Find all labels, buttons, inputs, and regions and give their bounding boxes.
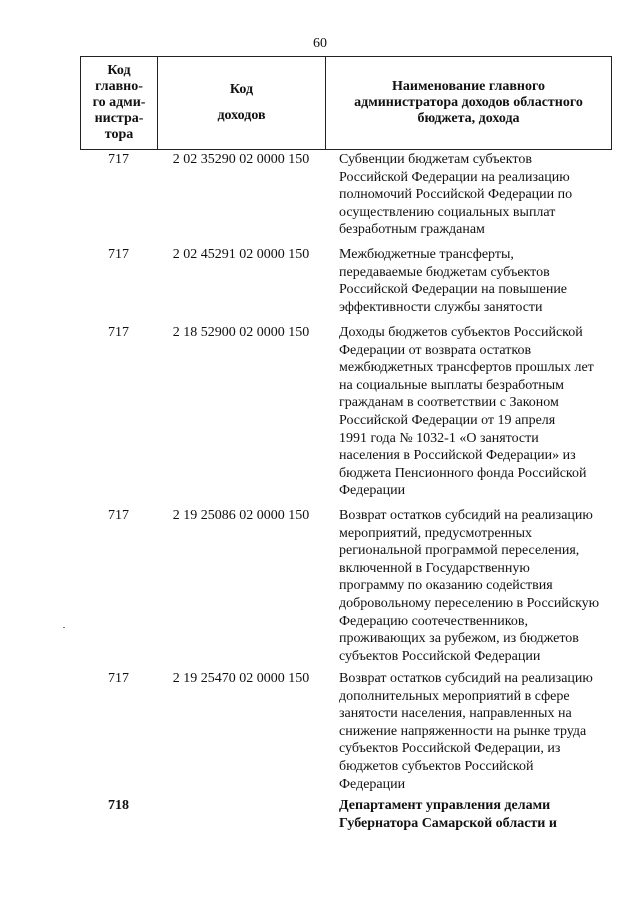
table-row [80, 151, 612, 239]
table-row [80, 246, 612, 316]
income-code-cell: 2 19 25086 02 0000 150 [172, 508, 310, 523]
income-code-cell [157, 797, 325, 832]
scan-speck [63, 627, 65, 628]
admin-code-cell: 717 [108, 671, 129, 686]
admin-code-cell: 717 [108, 152, 129, 167]
table-row [80, 670, 612, 793]
table-row [80, 507, 612, 665]
income-code-cell: 2 02 35290 02 0000 150 [172, 152, 310, 167]
income-name-cell: Межбюджетные трансферты, передаваемые бюджетам субъектов Российской Федерации на повышение эффективности службы занятости [339, 247, 568, 315]
admin-code-cell: 717 [108, 247, 129, 262]
income-name-cell: Возврат остатков субсидий на реализацию мероприятий, предусмотренных региональной программой переселения, включенной в Государственную программу по оказанию содействия добровольному переселению в Российскую Федерацию соотечественников, проживающих за рубежом, из бюджетов субъектов Российской Федерации [339, 508, 600, 664]
page-number: 60 [313, 36, 327, 51]
income-name-cell: Субвенции бюджетам субъектов Российской Федерации на реализацию полномочий Российской Федерации по осуществлению социальных выплат безработным гражданам [339, 152, 573, 238]
income-name-cell: Доходы бюджетов субъектов Российской Федерации от возврата остатков межбюджетных трансфертов прошлых лет на социальные выплаты безработным гражданам в соответствии с Законом Российской Федерации от 19 апреля 1991 года № 1032-1 «О занятости населения в Российской Федерации» из бюджета Пенсионного фонда Российской Федерации [339, 325, 594, 499]
header-admin-code: Код главно- го адми- нистра- тора [81, 57, 158, 149]
admin-code-cell: 717 [108, 508, 129, 523]
table-row [80, 797, 612, 832]
admin-code-cell: 717 [108, 325, 129, 340]
income-code-cell: 2 18 52900 02 0000 150 [172, 325, 310, 340]
income-code-cell: 2 02 45291 02 0000 150 [172, 247, 310, 262]
table-header [80, 56, 612, 150]
header-income-code: Код доходов [158, 57, 326, 149]
table-row [80, 324, 612, 500]
income-code-cell: 2 19 25470 02 0000 150 [172, 671, 310, 686]
income-name-cell: Департамент управления делами Губернатора Самарской области и [339, 798, 557, 831]
income-name-cell: Возврат остатков субсидий на реализацию дополнительных мероприятий в сфере занятости населения, направленных на снижение напряженности на рынке труда субъектов Российской Федерации, из бюджетов субъектов Российской Федерации [339, 671, 593, 792]
admin-code-cell: 718 [108, 798, 129, 813]
header-administrator-name: Наименование главного администратора доходов областного бюджета, дохода [354, 79, 583, 126]
